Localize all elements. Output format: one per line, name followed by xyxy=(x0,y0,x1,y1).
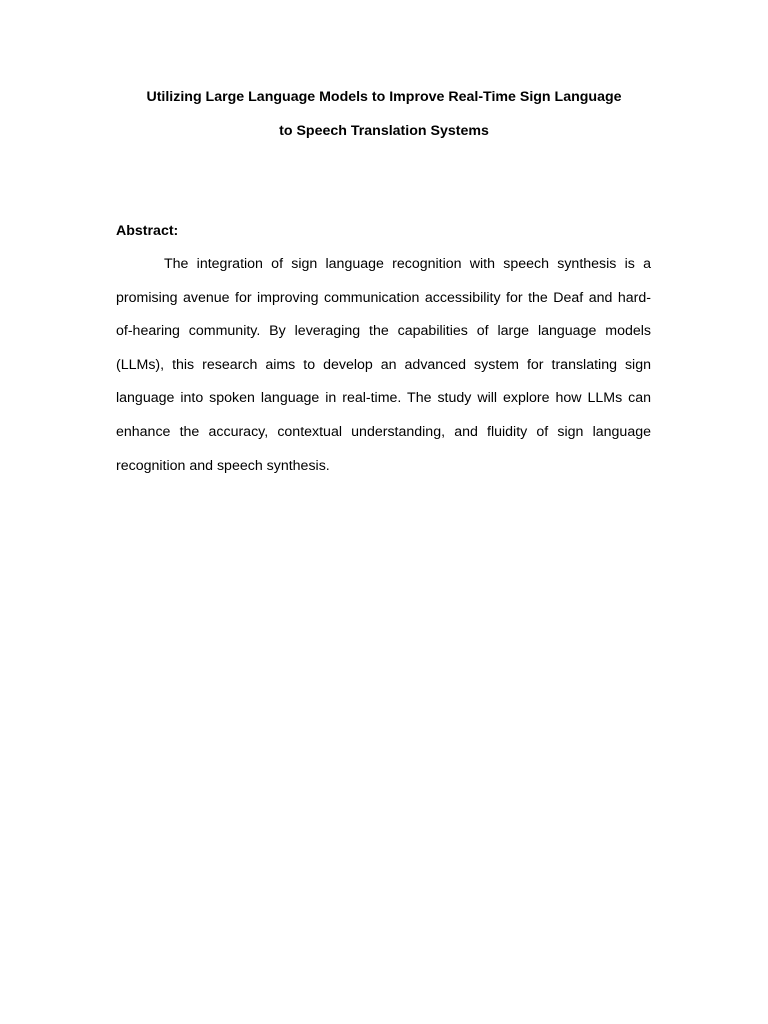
paper-title-line-2: to Speech Translation Systems xyxy=(279,123,489,139)
abstract-section xyxy=(116,214,651,483)
paper-title-line-1: Utilizing Large Language Models to Improve Real-Time Sign Language xyxy=(146,89,622,105)
paper-title xyxy=(0,80,768,148)
abstract-heading: Abstract: xyxy=(116,223,179,239)
abstract-paragraph: The integration of sign language recognition with speech synthesis is a promising avenue for improving communication accessibility for the Deaf and hard-of-hearing community. By leveraging the capabilities of large language models (LLMs), this research aims to develop an advanced system for translating sign language into spoken language in real-time. The study will explore how LLMs can enhance the accuracy, contextual understanding, and fluidity of sign language recognition and speech synthesis. xyxy=(116,256,651,474)
